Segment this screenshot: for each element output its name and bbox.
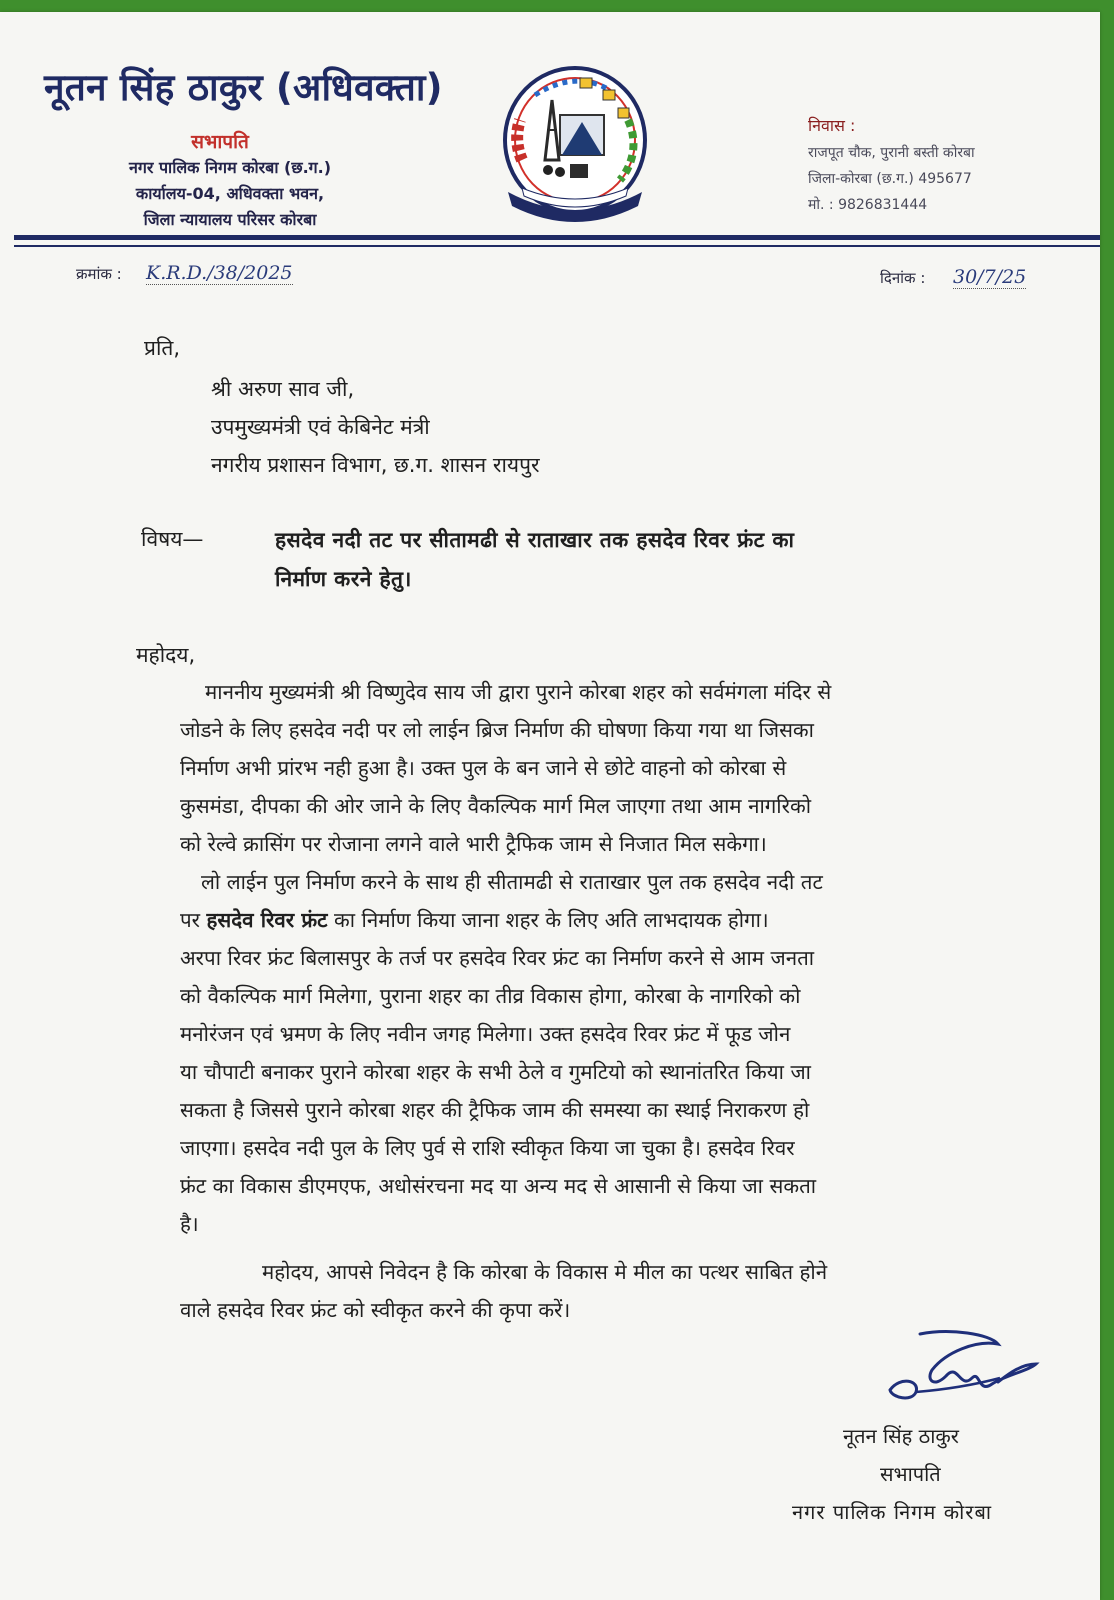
- para3-line-2: वाले हसदेव रिवर फ्रंट को स्वीकृत करने की कृपा करें।: [180, 1298, 571, 1322]
- para1-line-2: जोडने के लिए हसदेव नदी पर लो लाईन ब्रिज निर्माण की घोषणा किया गया था जिसका: [180, 718, 814, 742]
- para2-line-4: को वैकल्पिक मार्ग मिलेगा, पुराना शहर का तीव्र विकास होगा, कोरबा के नागरिको को: [180, 984, 801, 1008]
- para2-line-8: जाएगा। हसदेव नदी पुल के लिए पुर्व से राशि स्वीकृत किया जा चुका है। हसदेव रिवर: [180, 1136, 795, 1160]
- letterhead-line-3: जिला न्यायालय परिसर कोरबा: [143, 210, 317, 229]
- subject-label: विषय—: [141, 527, 204, 551]
- para1-line-4: कुसमंडा, दीपका की ओर जाने के लिए वैकल्पिक मार्ग मिल जाएगा तथा आम नागरिको: [180, 794, 812, 818]
- para2-line-10: है।: [180, 1212, 199, 1236]
- header-rule-thick: [14, 235, 1100, 240]
- greeting: महोदय,: [136, 643, 196, 667]
- para2-line-1: लो लाईन पुल निर्माण करने के साथ ही सीतामढी से राताखार पुल तक हसदेव नदी तट: [201, 870, 823, 894]
- addressee-line-1: श्री अरुण साव जी,: [211, 377, 355, 401]
- letterhead-name: नूतन सिंह ठाकुर (अधिवक्ता): [44, 66, 443, 109]
- ref-number: K.R.D./38/2025: [146, 262, 293, 284]
- letterhead-designation: सभापति: [191, 131, 249, 153]
- header-rule-thin: [14, 245, 1100, 247]
- salutation-prati: प्रति,: [144, 336, 181, 360]
- residence-phone: मो. : 9826831444: [808, 197, 928, 213]
- letter-page: [0, 12, 1100, 1600]
- para2-post: का निर्माण किया जाना शहर के लिए अति लाभदायक होगा।: [327, 908, 769, 932]
- letterhead-line-2: कार्यालय-04, अधिवक्ता भवन,: [135, 184, 325, 203]
- para1-line-1: माननीय मुख्यमंत्री श्री विष्णुदेव साय जी द्वारा पुराने कोरबा शहर को सर्वमंगला मंदिर से: [205, 680, 832, 704]
- date-label: दिनांक :: [880, 269, 926, 287]
- addressee-line-2: उपमुख्यमंत्री एवं केबिनेट मंत्री: [211, 415, 430, 439]
- signatory-title: सभापति: [880, 1462, 941, 1486]
- residence-line-1: राजपूत चौक, पुरानी बस्ती कोरबा: [808, 145, 975, 161]
- para3-line-1: महोदय, आपसे निवेदन है कि कोरबा के विकास मे मील का पत्थर साबित होने: [262, 1260, 828, 1284]
- para1-line-3: निर्माण अभी प्रांरभ नही हुआ है। उक्त पुल के बन जाने से छोटे वाहनो को कोरबा से: [180, 756, 787, 780]
- subject-line-1: हसदेव नदी तट पर सीतामढी से राताखार तक हसदेव रिवर फ्रंट का: [275, 528, 795, 552]
- handwritten-signature: [880, 1330, 1040, 1406]
- para2-highlight: हसदेव रिवर फ्रंट: [206, 908, 328, 932]
- para2-line-6: या चौपाटी बनाकर पुराने कोरबा शहर के सभी ठेले व गुमटियो को स्थानांतरित किया जा: [180, 1060, 811, 1084]
- addressee-line-3: नगरीय प्रशासन विभाग, छ.ग. शासन रायपुर: [211, 453, 540, 477]
- para2-line-3: अरपा रिवर फ्रंट बिलासपुर के तर्ज पर हसदेव रिवर फ्रंट का निर्माण करने से आम जनता: [180, 946, 815, 970]
- para2-pre: पर: [180, 908, 207, 932]
- para2-line-2: [180, 906, 769, 934]
- letterhead-line-1: नगर पालिक निगम कोरबा (छ.ग.): [128, 158, 332, 177]
- subject-line-2: निर्माण करने हेतु।: [275, 567, 412, 591]
- signatory-name: नूतन सिंह ठाकुर: [843, 1424, 959, 1448]
- municipal-logo-emblem: [500, 60, 650, 232]
- date-value: 30/7/25: [953, 266, 1027, 288]
- signatory-organization: नगर पालिक निगम कोरबा: [792, 1500, 993, 1524]
- para1-line-5: को रेल्वे क्रासिंग पर रोजाना लगने वाले भारी ट्रैफिक जाम से निजात मिल सकेगा।: [180, 832, 767, 856]
- residence-label: निवास :: [808, 116, 856, 135]
- ref-label: क्रमांक :: [76, 265, 122, 283]
- para2-line-5: मनोरंजन एवं भ्रमण के लिए नवीन जगह मिलेगा। उक्त हसदेव रिवर फ्रंट में फूड जोन: [180, 1022, 791, 1046]
- para2-line-7: सकता है जिससे पुराने कोरबा शहर की ट्रैफिक जाम की समस्या का स्थाई निराकरण हो: [180, 1098, 810, 1122]
- residence-line-2: जिला-कोरबा (छ.ग.) 495677: [808, 171, 972, 187]
- para2-line-9: फ्रंट का विकास डीएमएफ, अधोसंरचना मद या अन्य मद से आसानी से किया जा सकता: [180, 1174, 817, 1198]
